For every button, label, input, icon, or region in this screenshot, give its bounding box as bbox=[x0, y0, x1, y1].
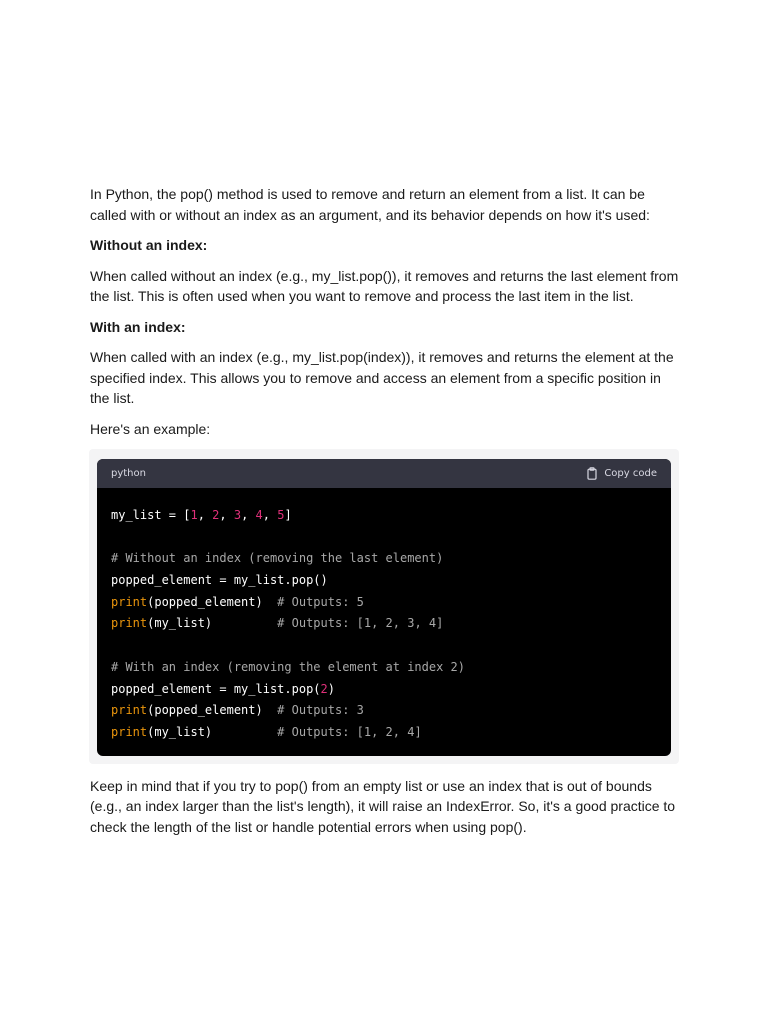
code-header bbox=[97, 459, 671, 488]
code-line bbox=[111, 657, 657, 679]
code-token: (my_list) bbox=[147, 724, 278, 739]
code-token: (my_list) bbox=[147, 616, 278, 631]
code-block-container bbox=[89, 449, 679, 764]
code-block bbox=[97, 459, 671, 756]
section-body-without-index: When called without an index (e.g., my_list.pop()), it removes and returns the last element from the list. This is often used when you want to remove and process the last item in the list. bbox=[90, 267, 679, 304]
section-body-with-index: When called with an index (e.g., my_list.pop(index)), it removes and returns the element at the specified index. This allows you to remove and access an element from a specific position in the list. bbox=[90, 349, 674, 406]
code-token: 3 bbox=[233, 508, 242, 522]
code-line bbox=[111, 679, 657, 701]
code-token: popped_element = my_list.pop( bbox=[111, 681, 321, 696]
code-token: 2 bbox=[212, 508, 220, 522]
intro-paragraph: In Python, the pop() method is used to remove and return an element from a list. It can be called with or without an index as an argument, and its behavior depends on how it's used: bbox=[90, 186, 650, 223]
code-line bbox=[111, 548, 657, 570]
code-token: print bbox=[111, 703, 148, 718]
code-language-label: python bbox=[111, 468, 146, 479]
code-token: , bbox=[241, 508, 256, 522]
code-token: (popped_element) bbox=[147, 703, 278, 718]
copy-code-button[interactable] bbox=[586, 467, 657, 480]
code-line bbox=[111, 505, 657, 527]
code-token: print bbox=[111, 616, 148, 631]
code-token: # Outputs: 5 bbox=[277, 594, 364, 609]
code-token: # With an index (removing the element at index 2) bbox=[111, 659, 466, 674]
code-token: # Without an index (removing the last element) bbox=[111, 551, 444, 566]
section-heading-without-index: Without an index: bbox=[90, 237, 208, 253]
copy-code-label: Copy code bbox=[604, 468, 657, 479]
code-token: , bbox=[197, 508, 213, 522]
section-heading-with-index: With an index: bbox=[90, 318, 186, 335]
code-token: 1 bbox=[190, 508, 198, 522]
code-token: # Outputs: [1, 2, 3, 4] bbox=[277, 616, 444, 631]
code-line bbox=[111, 592, 657, 614]
code-token: , bbox=[219, 508, 234, 522]
article bbox=[90, 184, 680, 847]
code-token: print bbox=[111, 724, 148, 739]
code-line bbox=[111, 570, 657, 592]
code-line bbox=[111, 635, 657, 657]
clipboard-icon bbox=[586, 467, 598, 480]
code-line bbox=[111, 527, 657, 549]
code-body bbox=[97, 488, 671, 756]
code-token: ) bbox=[327, 681, 335, 696]
code-line bbox=[111, 613, 657, 635]
code-token: , bbox=[262, 508, 278, 522]
code-token: # Outputs: [1, 2, 4] bbox=[277, 724, 422, 739]
code-line bbox=[111, 722, 657, 744]
code-token: 5 bbox=[277, 508, 285, 522]
code-token: ] bbox=[284, 508, 292, 522]
closing-paragraph: Keep in mind that if you try to pop() from an empty list or use an index that is out of bounds (e.g., an index larger than the list's length), it will raise an IndexError. So, it's a good practice to check the length of the list or handle potential errors when using pop(). bbox=[90, 777, 676, 835]
example-intro: Here's an example: bbox=[90, 420, 211, 437]
code-token: popped_element = my_list.pop() bbox=[111, 573, 328, 588]
code-token: (popped_element) bbox=[147, 594, 278, 609]
code-token: 4 bbox=[255, 508, 263, 522]
code-token: 2 bbox=[320, 681, 328, 696]
code-token: # Outputs: 3 bbox=[277, 703, 364, 718]
code-token: print bbox=[111, 594, 148, 609]
code-line bbox=[111, 700, 657, 722]
code-token: my_list = [ bbox=[111, 508, 191, 522]
